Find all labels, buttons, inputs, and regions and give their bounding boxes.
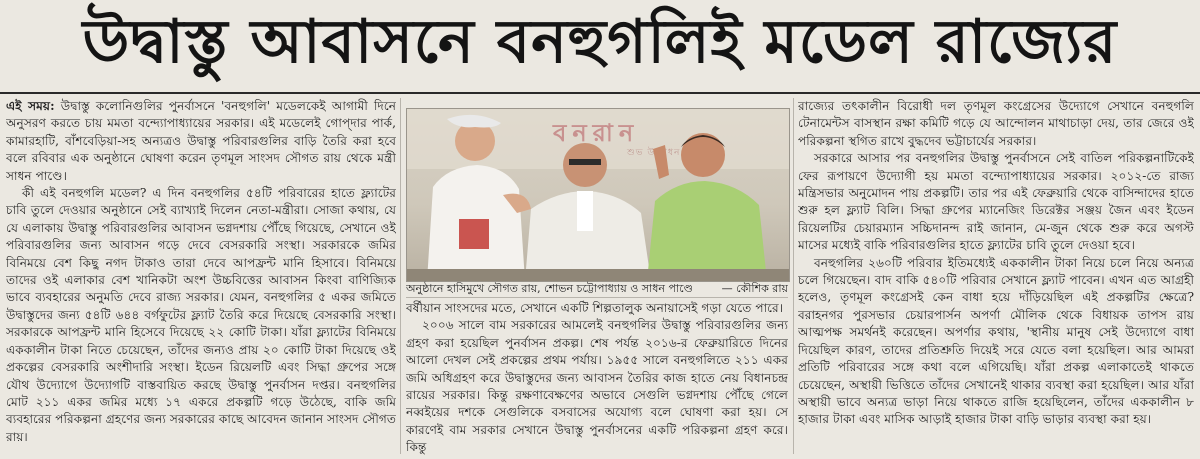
- dateline: এই সময়:: [6, 99, 55, 113]
- right-paragraph-1: রাজ্যের তৎকালীন বিরোধী দল তৃণমূল কংগ্রেসের উদ্যোগে সেখানে বনহুগলি টেনামেন্টস বাসস্থান রক্ষা কমিটি গড়ে যে আন্দোলন মাথাচাড়া দেয়, তার জেরে ওই পরিকল্পনা স্থগিত রাখে বুদ্ধদেব ভট্টাচার্যের সরকার।: [798, 99, 1194, 148]
- middle-paragraph-1: বর্ষীয়ান সাংসদের মতে, সেখানে একটি শিল্পতালুক অনায়াসেই গড়া যেতে পারে।: [406, 301, 784, 315]
- news-photo: [406, 108, 790, 282]
- photo-caption: [406, 281, 788, 298]
- right-paragraph-3: বনহুগলির ২৬০টি পরিবার ইতিমধ্যেই এককালীন টাকা নিয়ে চলে নিয়ে অন্যত্র চলে গিয়েছেন। বাদ বাকি ৫৪০টি পরিবার সেখানে ফ্ল্যাট পাবেন। এখন এত আগ্রহী হলেও, তৃণমূল কংগ্রেসই কেন বাধা হয়ে দাঁড়িয়েছিল এই প্রকল্পটির ক্ষেত্রে? বরাহনগর পুরসভার চেয়ারপার্সন অপর্ণা মৌলিক থেকে বিধায়ক তাপস রায় আত্মপক্ষ সমর্থনই করেছেন। অপর্ণার কথায়, 'স্থানীয় মানুষ সেই উদ্যোগে বাধা দিয়েছিল কারণ, তাদের প্রতিশ্রুতি দিয়েই সরে যেতে বলা হয়েছিল। আর আমরা প্রতিটি পরিবারের সঙ্গে কথা বলে এগিয়েছি। যাঁরা প্রকল্প এলাকাতেই থাকতে চেয়েছেন, অস্থায়ী ভিত্তিতে তাঁদের সেখানেই থাকার ব্যবস্থা করা হয়েছিল। আর যাঁরা অস্থায়ী ভাবে অন্যত্র ভাড়া নিয়ে থাকতে রাজি হয়েছিলেন, তাঁদের এককালীন ৮ হাজার টাকা এবং মাসিক আড়াই হাজার টাকা বাড়ি ভাড়ার ব্যবস্থা করা হয়।: [798, 255, 1194, 427]
- middle-column: [406, 300, 788, 455]
- caption-text: অনুষ্ঠানে হাসিমুখে সৌগত রায়, শোভন চট্টোপাধ্যায় ও সাধন পাণ্ডে: [406, 282, 693, 295]
- photo-credit: — কৌশিক রায়: [721, 282, 788, 295]
- headline: উদ্বাস্তু আবাসনে বনহুগলিই মডেল রাজ্যের: [0, 0, 1200, 94]
- column-divider: [793, 98, 794, 454]
- right-paragraph-2: সরকারে আসার পর বনহুগলির উদ্বাস্তু পুনর্বাসনে সেই বাতিল পরিকল্পনাটিকেই ফের রূপায়ণে উদ্যোগী হয় মমতা বন্দ্যোপাধ্যায়ের সরকার। ২০১২-তে রাজ্য মন্ত্রিসভার অনুমোদন পায় প্রকল্পটি। তার পর এই ফেব্রুয়ারি থেকে বাসিন্দাদের হাতে শুরু হল ফ্ল্যাট বিলি। সিদ্ধা গ্রুপের ম্যানেজিং ডিরেক্টর সঞ্জয় জৈন এবং ইডেন রিয়েলটির চেয়ারম্যান সচ্চিদানন্দ রাই জানান, মে-জুন থেকে শুরু করে অগস্ট মাসের মধ্যেই বাকি পরিবারগুলির হাতে ফ্ল্যাটের চাবি তুলে দেওয়া হবে।: [798, 151, 1194, 253]
- column-divider: [400, 98, 401, 454]
- left-column: [6, 98, 396, 454]
- photo-figures: [407, 109, 789, 281]
- left-paragraph-2: কী এই বনহুগলি মডেল? এ দিন বনহুগলির ৫৪টি পরিবারের হাতে ফ্ল্যাটের চাবি তুলে দেওয়ার অনুষ্ঠানে সেই ব্যাখ্যাই দিলেন নেতা-মন্ত্রীরা। সোজা কথায়, যে যে এলাকায় উদ্বাস্তু পরিবারগুলির আবাসন ভগ্নদশায় পৌঁছে গিয়েছে, সেখানে ওই পরিবারগুলির জন্য আবাসন গড়ে দেবে বেসরকারি সংস্থা। সরকারকে জমির বিনিময়ে বেশ কিছু নগদ টাকাও তারা দেবে আপফ্রন্ট মানি হিসাবে। বিনিময়ে তাদের ওই এলাকার বেশ খানিকটা অংশ উচ্চবিত্তের আবাসন কিংবা বাণিজ্যিক ভাবে ব্যবহারের অনুমতি দেবে রাজ্য সরকার। যেমন, বনহুগলির ৫ একর জমিতে উদ্বাস্তুদের জন্য ৫৪টি ৬৪৪ বর্গফুটের ফ্ল্যাট তৈরি করে দিয়েছে বেসরকারি সংস্থা। সরকারকে আপফ্রন্ট মানি হিসেবে দিয়েছে ২২ কোটি টাকা। যাঁরা ফ্ল্যাটের বিনিময়ে এককালীন টাকা নিতে চেয়েছেন, তাঁদের জন্যও প্রায় ২০ কোটি টাকা দিয়েছে ওই প্রকল্পের বেসরকারি অংশীদারি সংস্থা। ইডেন রিয়েলটি এবং সিদ্ধা গ্রুপের সঙ্গে যৌথ উদ্যোগে উদ্যোগটি বাস্তবায়িত করছে উদ্বাস্তু পুনর্বাসন দপ্তর। বনহুগলির মোট ২১১ একর জমির মধ্যে ১৭ একরে প্রকল্পটি গড়ে উঠেছে, বাকি জমি ব্যবহারের পরিকল্পনা গ্রহণের জন্য সরকারের কাছে আবেদন জানান সাংসদ সৌগত রায়।: [6, 186, 396, 444]
- middle-paragraph-2: ২০০৬ সালে বাম সরকারের আমলেই বনহুগলির উদ্বাস্তু পরিবারগুলির জন্য গ্রহণ করা হয়েছিল পুনর্বাসন প্রকল্প। শেষ পর্যন্ত ২০১৬-র ফেব্রুয়ারিতে দিনের আলো দেখল সেই প্রকল্পের প্রথম পর্যায়। ১৯৫৫ সালে বনহুগলিতে ২১১ একর জমি অধিগ্রহণ করে উদ্বাস্তুদের জন্য আবাসন তৈরির কাজ হাতে নেয় বিধানচন্দ্র রায়ের সরকার। কিন্তু রক্ষণাবেক্ষণের অভাবে সেগুলি ভগ্নদশায় পৌঁছে গেলে নব্বইয়ের দশকে সেগুলিকে বসবাসের অযোগ্য বলে ঘোষণা করা হয়। সে কারণেই বাম সরকার সেখানে উদ্বাস্তু পুনর্বাসনের একটি পরিকল্পনা গ্রহণ করে। কিন্তু: [406, 318, 788, 455]
- right-column: [798, 98, 1194, 454]
- left-paragraph-1: এই সময়: উদ্বাস্তু কলোনিগুলির পুনর্বাসনে 'বনহুগলি' মডেলকেই আগামী দিনে অনুসরণ করতে চায় মমতা বন্দ্যোপাধ্যায়ের সরকার। এই মডেলেই গোপ্দার পার্ক, কামারহাটি, বাঁশবেড়িয়া-সহ অন্যত্রও উদ্বাস্তু পরিবারগুলির বাড়ি তৈরি করা হবে বলে রবিবার এক অনুষ্ঠানে ঘোষণা করেন তৃণমূল সাংসদ সৌগত রায় থেকে মন্ত্রী সাধন পাণ্ডে।: [6, 99, 396, 183]
